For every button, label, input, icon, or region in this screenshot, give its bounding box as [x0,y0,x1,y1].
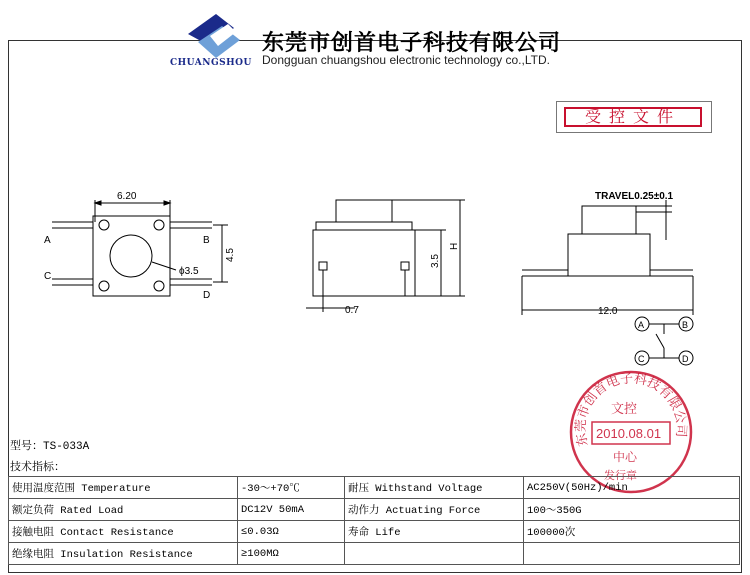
spec-value: -30～+70℃ [238,477,345,499]
spec-value: AC250V(50Hz)/min [524,477,740,499]
seal-date: 2010.08.01 [596,426,662,441]
company-name-en: Dongguan chuangshou electronic technology co.,LTD. [262,53,550,67]
circuit-pin-b: B [682,320,689,330]
spec-label: 寿命 Life [345,521,524,543]
brand-name: CHUANGSHOU [170,58,252,68]
spec-value: 100000次 [524,521,740,543]
dim-span: 12.0 [598,306,618,317]
spec-value: ≥100MΩ [238,543,345,565]
dim-button: ϕ3.5 [179,266,199,277]
seal-line-4: 发行章 [604,469,637,482]
spec-value [524,543,740,565]
controlled-document-label: 受控文件 [584,107,681,126]
spec-table [8,476,740,565]
seal-line-3: 中心 [613,450,638,464]
front-view [522,200,693,315]
circuit-pin-d: D [682,354,689,364]
spec-row [9,543,740,565]
dim-pitch: 4.5 [225,248,236,262]
spec-row [9,499,740,521]
company-name-cn: 东莞市创首电子科技有限公司 [262,30,562,56]
spec-value: DC12V 50mA [238,499,345,521]
travel-spec: TRAVEL0.25±0.1 [595,191,674,202]
spec-label [345,543,524,565]
spec-value: 100～350G [524,499,740,521]
pin-a-label: A [44,235,51,246]
spec-label: 额定负荷 Rated Load [9,499,238,521]
seal-ring-text: 东莞市创首电子科技有限公司 [573,371,689,448]
spec-label: 动作力 Actuating Force [345,499,524,521]
circuit-pin-c: C [638,354,645,364]
pin-b-label: B [203,235,210,246]
seal-line-1: 文控 [611,402,638,417]
spec-label: 接触电阻 Contact Resistance [9,521,238,543]
top-view [52,200,228,296]
dim-body: 3.5 [430,254,441,268]
model-number: 型号：TS-033A [10,441,90,453]
pin-c-label: C [44,271,52,282]
spec-label: 绝缘电阻 Insulation Resistance [9,543,238,565]
dim-h: H [449,242,460,250]
spec-label: 使用温度范围 Temperature [9,477,238,499]
side-view [306,200,465,312]
circuit-pin-a: A [638,320,645,330]
spec-row [9,477,740,499]
spec-row [9,521,740,543]
spec-value: ≤0.03Ω [238,521,345,543]
dim-lead: 0.7 [345,305,359,316]
spec-title: 技术指标： [10,462,65,474]
dim-width: 6.20 [117,191,137,202]
pin-d-label: D [203,290,211,301]
spec-label: 耐压 Withstand Voltage [345,477,524,499]
